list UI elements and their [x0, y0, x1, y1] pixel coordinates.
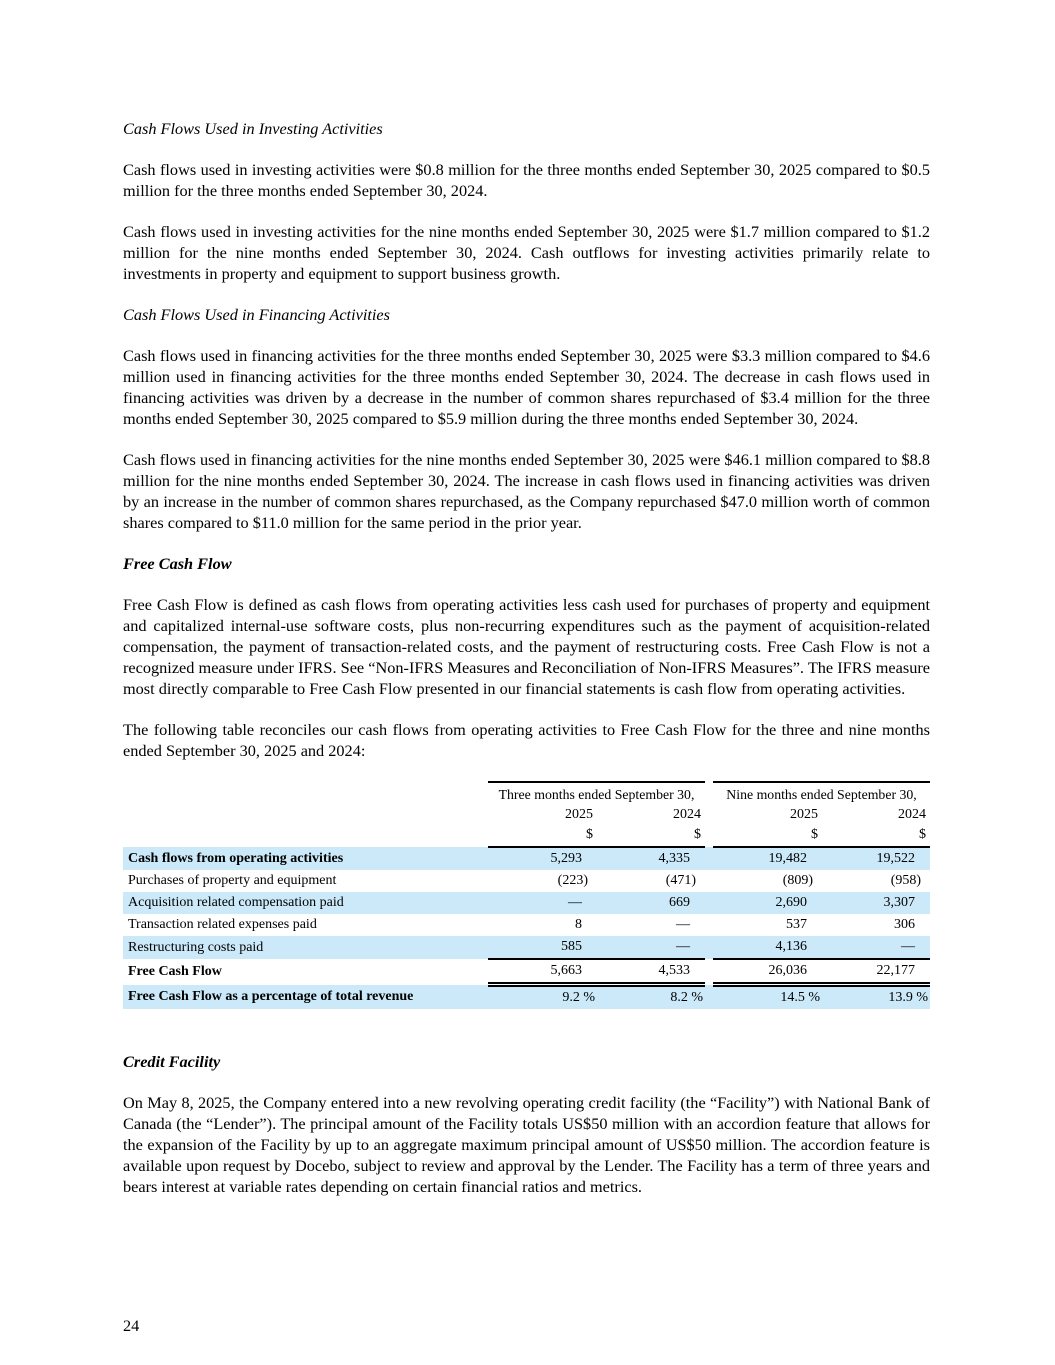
table-cell-value: 26,036: [713, 959, 822, 985]
table-header-spacer: [123, 782, 488, 804]
table-row-transaction-expenses: [123, 914, 930, 936]
table-cell-value: 669: [597, 892, 705, 914]
table-cell-value: 537: [786, 917, 808, 932]
table-header-year: 2025: [790, 807, 819, 822]
table-gap-cell: [705, 804, 713, 825]
table-row-restructuring-costs: [123, 936, 930, 959]
table-gap-cell: [705, 847, 713, 870]
section-heading-financing-activities: Cash Flows Used in Financing Activities: [123, 305, 390, 324]
table-header-unit: $: [488, 825, 597, 847]
paragraph-financing-three-months: Cash flows used in financing activities for the three months ended September 30, 2025 were $3.3 million compared to $4.6 million used in financing activities for the three months ended September 30, 2024. The decrease in cash flows used in financing activities was driven by a decrease in the number of common shares repurchased of $3.4 million for the three months ended September 30, 2025 compared to $5.9 million during the three months ended September 30, 2024.: [123, 346, 930, 428]
table-row-free-cash-flow-percentage: [123, 985, 930, 1010]
table-row-operating-activities: [123, 847, 930, 870]
table-row-label: Free Cash Flow as a percentage of total revenue: [123, 985, 488, 1010]
table-cell-value: (809): [782, 873, 814, 888]
table-cell-value: 14.5 %: [713, 985, 822, 1010]
table-header-year: 2024: [898, 807, 927, 822]
table-cell-value: 8: [575, 917, 582, 932]
table-header-unit: $: [713, 825, 822, 847]
table-cell-value: 5,663: [488, 959, 597, 985]
table-header-year-row: [123, 804, 930, 825]
table-row-label: Purchases of property and equipment: [128, 873, 337, 888]
table-row-label: Transaction related expenses paid: [128, 917, 317, 932]
table-header-unit-row: [123, 825, 930, 847]
paragraph-financing-nine-months: Cash flows used in financing activities for the nine months ended September 30, 2025 were $46.1 million compared to $8.8 million for the nine months ended September 30, 2024. The increase in cash flows used in financing activities was driven by an increase in the number of common shares repurchased, as the Company repurchased $47.0 million worth of common shares compared to $11.0 million for the same period in the prior year.: [123, 450, 930, 532]
table-gap-cell: [705, 892, 713, 914]
free-cash-flow-table: [123, 781, 930, 1009]
table-cell-value: 22,177: [822, 959, 930, 985]
table-row-free-cash-flow-total: [123, 959, 930, 985]
table-header-group-row: [123, 782, 930, 804]
table-cell-value: 306: [894, 917, 916, 932]
table-cell-value: 4,136: [713, 936, 822, 959]
table-header-spacer: [123, 804, 488, 825]
paragraph-credit-facility: On May 8, 2025, the Company entered into a new revolving operating credit facility (the “Facility”) with National Bank of Canada (the “Lender”). The principal amount of the Facility totals US$50 million with an accordion feature that allows for the expansion of the Facility by up to an aggregate maximum principal amount of US$50 million. The accordion feature is available upon request by Docebo, subject to review and approval by the Lender. The Facility has a term of three years and bears interest at variable rates depending on certain financial ratios and metrics.: [123, 1093, 930, 1196]
section-heading-credit-facility: Credit Facility: [123, 1052, 221, 1071]
table-cell-value: (958): [890, 873, 922, 888]
table-cell-value: 4,335: [597, 847, 705, 870]
table-header-unit: $: [597, 825, 705, 847]
table-cell-value: —: [676, 917, 691, 932]
table-cell-value: 4,533: [597, 959, 705, 985]
table-row-label: Cash flows from operating activities: [123, 847, 488, 870]
table-cell-value: —: [597, 936, 705, 959]
table-cell-value: 8.2 %: [597, 985, 705, 1010]
table-row-label: Acquisition related compensation paid: [123, 892, 488, 914]
table-cell-value: 9.2 %: [488, 985, 597, 1010]
table-gap-cell: [705, 870, 713, 892]
table-header-year: 2025: [565, 807, 593, 822]
table-cell-value: 2,690: [713, 892, 822, 914]
section-heading-free-cash-flow: Free Cash Flow: [123, 554, 232, 573]
section-heading-investing-activities: Cash Flows Used in Investing Activities: [123, 119, 383, 138]
table-cell-value: 3,307: [822, 892, 930, 914]
table-gap-cell: [705, 959, 713, 985]
table-gap-cell: [705, 825, 713, 847]
page-number: 24: [123, 1316, 140, 1335]
table-cell-value: 19,482: [713, 847, 822, 870]
table-row-label: Free Cash Flow: [128, 963, 222, 979]
table-gap-cell: [705, 782, 713, 804]
table-cell-value: —: [488, 892, 597, 914]
table-gap-cell: [705, 914, 713, 936]
table-cell-value: 585: [488, 936, 597, 959]
table-header-nine-months: Nine months ended September 30,: [713, 782, 930, 804]
table-cell-value: (471): [665, 873, 697, 888]
table-header-spacer: [123, 825, 488, 847]
paragraph-free-cash-flow-definition: Free Cash Flow is defined as cash flows from operating activities less cash used for purchases of property and equipment and capitalized internal-use software costs, plus non-recurring expenditures such as the payment of acquisition-related compensation, the payment of transaction-related costs, and the payment of restructuring costs. Free Cash Flow is not a recognized measure under IFRS. See “Non-IFRS Measures and Reconciliation of Non-IFRS Measures”. The IFRS measure most directly comparable to Free Cash Flow presented in our financial statements is cash flow from operating activities.: [123, 595, 930, 698]
table-gap-cell: [705, 936, 713, 959]
table-cell-value: 19,522: [822, 847, 930, 870]
table-header-unit: $: [822, 825, 930, 847]
table-gap-cell: [705, 985, 713, 1010]
table-cell-value: 13.9 %: [822, 985, 930, 1010]
table-row-acquisition-compensation: [123, 892, 930, 914]
paragraph-free-cash-flow-table-intro: The following table reconciles our cash flows from operating activities to Free Cash Flow for the three and nine months ended September 30, 2025 and 2024:: [123, 720, 930, 760]
table-header-year: 2024: [673, 807, 702, 822]
table-cell-value: 5,293: [488, 847, 597, 870]
table-row-label: Restructuring costs paid: [123, 936, 488, 959]
paragraph-investing-nine-months: Cash flows used in investing activities for the nine months ended September 30, 2025 were $1.7 million compared to $1.2 million for the nine months ended September 30, 2024. Cash outflows for investing activities primarily relate to investments in property and equipment to support business growth.: [123, 222, 930, 283]
table-cell-value: —: [822, 936, 930, 959]
table-row-purchases-property: [123, 870, 930, 892]
table-header-three-months: Three months ended September 30,: [488, 782, 705, 804]
table-cell-value: (223): [557, 873, 588, 888]
paragraph-investing-three-months: Cash flows used in investing activities were $0.8 million for the three months ended September 30, 2025 compared to $0.5 million for the three months ended September 30, 2024.: [123, 160, 930, 200]
